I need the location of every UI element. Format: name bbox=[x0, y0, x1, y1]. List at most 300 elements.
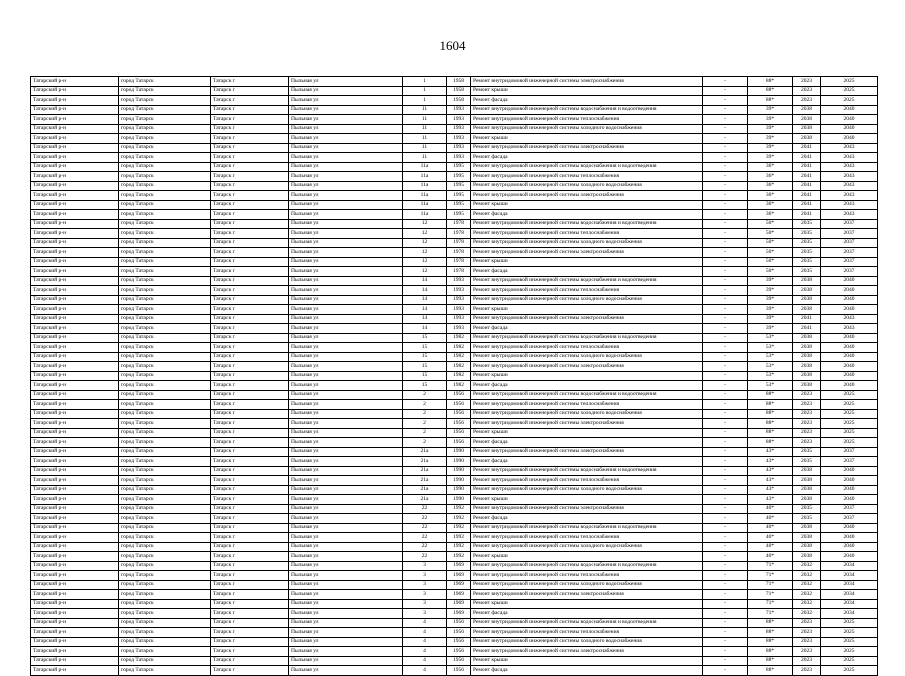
municipality-cell: город Татарск bbox=[119, 324, 211, 334]
district-cell: Татарский р-н bbox=[31, 286, 119, 296]
start-year-cell: 2032 bbox=[793, 590, 821, 600]
street-cell: Пыльная ул bbox=[289, 362, 403, 372]
settlement-cell: Татарск г bbox=[211, 219, 289, 229]
dash-cell: - bbox=[703, 533, 748, 543]
house-number-cell: 22 bbox=[403, 523, 447, 533]
end-year-cell: 2040 bbox=[821, 371, 878, 381]
wear-cell: 40* bbox=[748, 514, 793, 524]
district-cell: Татарский р-н bbox=[31, 400, 119, 410]
end-year-cell: 2043 bbox=[821, 191, 878, 201]
dash-cell: - bbox=[703, 181, 748, 191]
street-cell: Пыльная ул bbox=[289, 191, 403, 201]
table-row bbox=[31, 105, 878, 115]
dash-cell: - bbox=[703, 276, 748, 286]
settlement-cell: Татарск г bbox=[211, 200, 289, 210]
table-row bbox=[31, 115, 878, 125]
wear-cell: 40* bbox=[748, 504, 793, 514]
municipality-cell: город Татарск bbox=[119, 181, 211, 191]
municipality-cell: город Татарск bbox=[119, 476, 211, 486]
built-year-cell: 1982 bbox=[447, 333, 471, 343]
municipality-cell: город Татарск bbox=[119, 656, 211, 666]
district-cell: Татарский р-н bbox=[31, 352, 119, 362]
district-cell: Татарский р-н bbox=[31, 447, 119, 457]
house-number-cell: 22 bbox=[403, 504, 447, 514]
table-row bbox=[31, 219, 878, 229]
table-row bbox=[31, 637, 878, 647]
dash-cell: - bbox=[703, 105, 748, 115]
dash-cell: - bbox=[703, 324, 748, 334]
work-type-cell: Ремонт внутридомовой инженерной системы холодного водоснабжения bbox=[471, 238, 703, 248]
house-number-cell: 3 bbox=[403, 561, 447, 571]
settlement-cell: Татарск г bbox=[211, 419, 289, 429]
start-year-cell: 2035 bbox=[793, 219, 821, 229]
house-number-cell: 21а bbox=[403, 485, 447, 495]
dash-cell: - bbox=[703, 229, 748, 239]
dash-cell: - bbox=[703, 419, 748, 429]
street-cell: Пыльная ул bbox=[289, 238, 403, 248]
street-cell: Пыльная ул bbox=[289, 343, 403, 353]
built-year-cell: 1956 bbox=[447, 656, 471, 666]
wear-cell: 40* bbox=[748, 533, 793, 543]
wear-cell: 43* bbox=[748, 457, 793, 467]
start-year-cell: 2032 bbox=[793, 571, 821, 581]
page-number: 1604 bbox=[439, 38, 466, 53]
work-type-cell: Ремонт внутридомовой инженерной системы холодного водоснабжения bbox=[471, 637, 703, 647]
municipality-cell: город Татарск bbox=[119, 495, 211, 505]
wear-cell: 50* bbox=[748, 238, 793, 248]
built-year-cell: 1995 bbox=[447, 191, 471, 201]
wear-cell: 43* bbox=[748, 466, 793, 476]
built-year-cell: 1969 bbox=[447, 599, 471, 609]
table-row bbox=[31, 495, 878, 505]
table-row bbox=[31, 295, 878, 305]
dash-cell: - bbox=[703, 172, 748, 182]
district-cell: Татарский р-н bbox=[31, 580, 119, 590]
wear-cell: 71* bbox=[748, 599, 793, 609]
work-type-cell: Ремонт внутридомовой инженерной системы холодного водоснабжения bbox=[471, 542, 703, 552]
dash-cell: - bbox=[703, 485, 748, 495]
built-year-cell: 1956 bbox=[447, 409, 471, 419]
wear-cell: 39* bbox=[748, 134, 793, 144]
start-year-cell: 2023 bbox=[793, 400, 821, 410]
settlement-cell: Татарск г bbox=[211, 599, 289, 609]
built-year-cell: 1969 bbox=[447, 571, 471, 581]
end-year-cell: 2025 bbox=[821, 666, 878, 676]
settlement-cell: Татарск г bbox=[211, 371, 289, 381]
dash-cell: - bbox=[703, 428, 748, 438]
street-cell: Пыльная ул bbox=[289, 229, 403, 239]
work-type-cell: Ремонт внутридомовой инженерной системы холодного водоснабжения bbox=[471, 409, 703, 419]
settlement-cell: Татарск г bbox=[211, 561, 289, 571]
table-body bbox=[31, 77, 878, 676]
street-cell: Пыльная ул bbox=[289, 628, 403, 638]
wear-cell: 53* bbox=[748, 352, 793, 362]
street-cell: Пыльная ул bbox=[289, 162, 403, 172]
built-year-cell: 1993 bbox=[447, 324, 471, 334]
house-number-cell: 22 bbox=[403, 542, 447, 552]
house-number-cell: 2 bbox=[403, 428, 447, 438]
wear-cell: 36* bbox=[748, 200, 793, 210]
district-cell: Татарский р-н bbox=[31, 390, 119, 400]
settlement-cell: Татарск г bbox=[211, 324, 289, 334]
municipality-cell: город Татарск bbox=[119, 276, 211, 286]
municipality-cell: город Татарск bbox=[119, 238, 211, 248]
dash-cell: - bbox=[703, 637, 748, 647]
municipality-cell: город Татарск bbox=[119, 552, 211, 562]
start-year-cell: 2023 bbox=[793, 77, 821, 87]
house-number-cell: 11 bbox=[403, 143, 447, 153]
district-cell: Татарский р-н bbox=[31, 504, 119, 514]
table-row bbox=[31, 533, 878, 543]
street-cell: Пыльная ул bbox=[289, 105, 403, 115]
municipality-cell: город Татарск bbox=[119, 390, 211, 400]
start-year-cell: 2023 bbox=[793, 86, 821, 96]
built-year-cell: 1993 bbox=[447, 153, 471, 163]
end-year-cell: 2043 bbox=[821, 143, 878, 153]
district-cell: Татарский р-н bbox=[31, 333, 119, 343]
table-row bbox=[31, 362, 878, 372]
start-year-cell: 2041 bbox=[793, 210, 821, 220]
street-cell: Пыльная ул bbox=[289, 580, 403, 590]
start-year-cell: 2038 bbox=[793, 495, 821, 505]
built-year-cell: 1956 bbox=[447, 438, 471, 448]
settlement-cell: Татарск г bbox=[211, 647, 289, 657]
dash-cell: - bbox=[703, 466, 748, 476]
street-cell: Пыльная ул bbox=[289, 219, 403, 229]
district-cell: Татарский р-н bbox=[31, 590, 119, 600]
district-cell: Татарский р-н bbox=[31, 172, 119, 182]
built-year-cell: 1993 bbox=[447, 134, 471, 144]
municipality-cell: город Татарск bbox=[119, 200, 211, 210]
settlement-cell: Татарск г bbox=[211, 590, 289, 600]
work-type-cell: Ремонт крыши bbox=[471, 599, 703, 609]
table-row bbox=[31, 371, 878, 381]
built-year-cell: 1982 bbox=[447, 352, 471, 362]
settlement-cell: Татарск г bbox=[211, 362, 289, 372]
street-cell: Пыльная ул bbox=[289, 637, 403, 647]
wear-cell: 71* bbox=[748, 590, 793, 600]
work-type-cell: Ремонт внутридомовой инженерной системы электроснабжения bbox=[471, 447, 703, 457]
district-cell: Татарский р-н bbox=[31, 77, 119, 87]
municipality-cell: город Татарск bbox=[119, 267, 211, 277]
house-number-cell: 3 bbox=[403, 609, 447, 619]
district-cell: Татарский р-н bbox=[31, 647, 119, 657]
municipality-cell: город Татарск bbox=[119, 409, 211, 419]
district-cell: Татарский р-н bbox=[31, 419, 119, 429]
end-year-cell: 2043 bbox=[821, 200, 878, 210]
municipality-cell: город Татарск bbox=[119, 571, 211, 581]
house-number-cell: 22 bbox=[403, 552, 447, 562]
house-number-cell: 1 bbox=[403, 77, 447, 87]
street-cell: Пыльная ул bbox=[289, 419, 403, 429]
street-cell: Пыльная ул bbox=[289, 86, 403, 96]
table-row bbox=[31, 305, 878, 315]
settlement-cell: Татарск г bbox=[211, 352, 289, 362]
house-number-cell: 15 bbox=[403, 371, 447, 381]
house-number-cell: 4 bbox=[403, 647, 447, 657]
dash-cell: - bbox=[703, 191, 748, 201]
wear-cell: 39* bbox=[748, 276, 793, 286]
start-year-cell: 2023 bbox=[793, 618, 821, 628]
work-type-cell: Ремонт внутридомовой инженерной системы электроснабжения bbox=[471, 590, 703, 600]
work-type-cell: Ремонт фасада bbox=[471, 666, 703, 676]
settlement-cell: Татарск г bbox=[211, 580, 289, 590]
built-year-cell: 1992 bbox=[447, 542, 471, 552]
district-cell: Татарский р-н bbox=[31, 609, 119, 619]
start-year-cell: 2032 bbox=[793, 599, 821, 609]
table-row bbox=[31, 352, 878, 362]
wear-cell: 88* bbox=[748, 637, 793, 647]
table-row bbox=[31, 276, 878, 286]
house-number-cell: 4 bbox=[403, 618, 447, 628]
built-year-cell: 1969 bbox=[447, 590, 471, 600]
district-cell: Татарский р-н bbox=[31, 124, 119, 134]
dash-cell: - bbox=[703, 409, 748, 419]
built-year-cell: 1958 bbox=[447, 96, 471, 106]
end-year-cell: 2040 bbox=[821, 381, 878, 391]
municipality-cell: город Татарск bbox=[119, 172, 211, 182]
district-cell: Татарский р-н bbox=[31, 324, 119, 334]
built-year-cell: 1969 bbox=[447, 609, 471, 619]
table-row bbox=[31, 210, 878, 220]
settlement-cell: Татарск г bbox=[211, 514, 289, 524]
street-cell: Пыльная ул bbox=[289, 134, 403, 144]
end-year-cell: 2043 bbox=[821, 162, 878, 172]
house-number-cell: 11а bbox=[403, 181, 447, 191]
district-cell: Татарский р-н bbox=[31, 485, 119, 495]
dash-cell: - bbox=[703, 86, 748, 96]
municipality-cell: город Татарск bbox=[119, 580, 211, 590]
settlement-cell: Татарск г bbox=[211, 343, 289, 353]
work-type-cell: Ремонт внутридомовой инженерной системы электроснабжения bbox=[471, 143, 703, 153]
end-year-cell: 2040 bbox=[821, 495, 878, 505]
settlement-cell: Татарск г bbox=[211, 305, 289, 315]
dash-cell: - bbox=[703, 552, 748, 562]
start-year-cell: 2038 bbox=[793, 362, 821, 372]
built-year-cell: 1978 bbox=[447, 238, 471, 248]
house-number-cell: 14 bbox=[403, 295, 447, 305]
house-number-cell: 21а bbox=[403, 457, 447, 467]
street-cell: Пыльная ул bbox=[289, 618, 403, 628]
table-row bbox=[31, 590, 878, 600]
wear-cell: 43* bbox=[748, 495, 793, 505]
street-cell: Пыльная ул bbox=[289, 609, 403, 619]
wear-cell: 39* bbox=[748, 324, 793, 334]
settlement-cell: Татарск г bbox=[211, 210, 289, 220]
dash-cell: - bbox=[703, 647, 748, 657]
settlement-cell: Татарск г bbox=[211, 172, 289, 182]
district-cell: Татарский р-н bbox=[31, 343, 119, 353]
dash-cell: - bbox=[703, 561, 748, 571]
built-year-cell: 1993 bbox=[447, 105, 471, 115]
house-number-cell: 11 bbox=[403, 124, 447, 134]
house-number-cell: 2 bbox=[403, 400, 447, 410]
municipality-cell: город Татарск bbox=[119, 618, 211, 628]
municipality-cell: город Татарск bbox=[119, 134, 211, 144]
settlement-cell: Татарск г bbox=[211, 438, 289, 448]
house-number-cell: 14 bbox=[403, 305, 447, 315]
street-cell: Пыльная ул bbox=[289, 124, 403, 134]
end-year-cell: 2037 bbox=[821, 248, 878, 258]
start-year-cell: 2038 bbox=[793, 295, 821, 305]
wear-cell: 71* bbox=[748, 580, 793, 590]
settlement-cell: Татарск г bbox=[211, 381, 289, 391]
work-type-cell: Ремонт внутридомовой инженерной системы теплоснабжения bbox=[471, 115, 703, 125]
work-type-cell: Ремонт крыши bbox=[471, 86, 703, 96]
built-year-cell: 1958 bbox=[447, 77, 471, 87]
municipality-cell: город Татарск bbox=[119, 124, 211, 134]
district-cell: Татарский р-н bbox=[31, 599, 119, 609]
house-number-cell: 15 bbox=[403, 333, 447, 343]
work-type-cell: Ремонт внутридомовой инженерной системы холодного водоснабжения bbox=[471, 295, 703, 305]
settlement-cell: Татарск г bbox=[211, 86, 289, 96]
table-row bbox=[31, 381, 878, 391]
work-type-cell: Ремонт фасада bbox=[471, 438, 703, 448]
settlement-cell: Татарск г bbox=[211, 618, 289, 628]
start-year-cell: 2041 bbox=[793, 143, 821, 153]
built-year-cell: 1982 bbox=[447, 381, 471, 391]
municipality-cell: город Татарск bbox=[119, 352, 211, 362]
end-year-cell: 2025 bbox=[821, 656, 878, 666]
wear-cell: 36* bbox=[748, 172, 793, 182]
work-type-cell: Ремонт внутридомовой инженерной системы электроснабжения bbox=[471, 647, 703, 657]
table-row bbox=[31, 153, 878, 163]
start-year-cell: 2035 bbox=[793, 248, 821, 258]
municipality-cell: город Татарск bbox=[119, 428, 211, 438]
settlement-cell: Татарск г bbox=[211, 333, 289, 343]
settlement-cell: Татарск г bbox=[211, 533, 289, 543]
table-row bbox=[31, 333, 878, 343]
start-year-cell: 2023 bbox=[793, 428, 821, 438]
work-type-cell: Ремонт внутридомовой инженерной системы электроснабжения bbox=[471, 248, 703, 258]
wear-cell: 88* bbox=[748, 96, 793, 106]
dash-cell: - bbox=[703, 219, 748, 229]
municipality-cell: город Татарск bbox=[119, 381, 211, 391]
dash-cell: - bbox=[703, 257, 748, 267]
house-number-cell: 3 bbox=[403, 571, 447, 581]
table-row bbox=[31, 257, 878, 267]
table-row bbox=[31, 267, 878, 277]
house-number-cell: 11а bbox=[403, 210, 447, 220]
work-type-cell: Ремонт внутридомовой инженерной системы холодного водоснабжения bbox=[471, 352, 703, 362]
settlement-cell: Татарск г bbox=[211, 637, 289, 647]
settlement-cell: Татарск г bbox=[211, 609, 289, 619]
municipality-cell: город Татарск bbox=[119, 162, 211, 172]
built-year-cell: 1995 bbox=[447, 200, 471, 210]
end-year-cell: 2025 bbox=[821, 96, 878, 106]
dash-cell: - bbox=[703, 314, 748, 324]
end-year-cell: 2043 bbox=[821, 153, 878, 163]
start-year-cell: 2038 bbox=[793, 485, 821, 495]
dash-cell: - bbox=[703, 381, 748, 391]
street-cell: Пыльная ул bbox=[289, 390, 403, 400]
end-year-cell: 2037 bbox=[821, 457, 878, 467]
dash-cell: - bbox=[703, 580, 748, 590]
table-row bbox=[31, 200, 878, 210]
dash-cell: - bbox=[703, 134, 748, 144]
house-number-cell: 11 bbox=[403, 134, 447, 144]
house-number-cell: 2 bbox=[403, 409, 447, 419]
end-year-cell: 2037 bbox=[821, 504, 878, 514]
end-year-cell: 2025 bbox=[821, 77, 878, 87]
municipality-cell: город Татарск bbox=[119, 561, 211, 571]
wear-cell: 39* bbox=[748, 124, 793, 134]
table-row bbox=[31, 514, 878, 524]
wear-cell: 50* bbox=[748, 219, 793, 229]
street-cell: Пыльная ул bbox=[289, 599, 403, 609]
municipality-cell: город Татарск bbox=[119, 466, 211, 476]
street-cell: Пыльная ул bbox=[289, 561, 403, 571]
end-year-cell: 2025 bbox=[821, 637, 878, 647]
house-number-cell: 4 bbox=[403, 656, 447, 666]
wear-cell: 39* bbox=[748, 286, 793, 296]
district-cell: Татарский р-н bbox=[31, 162, 119, 172]
wear-cell: 39* bbox=[748, 105, 793, 115]
end-year-cell: 2034 bbox=[821, 580, 878, 590]
work-type-cell: Ремонт внутридомовой инженерной системы электроснабжения bbox=[471, 77, 703, 87]
street-cell: Пыльная ул bbox=[289, 143, 403, 153]
house-number-cell: 12 bbox=[403, 238, 447, 248]
wear-cell: 43* bbox=[748, 447, 793, 457]
start-year-cell: 2038 bbox=[793, 276, 821, 286]
house-number-cell: 22 bbox=[403, 514, 447, 524]
settlement-cell: Татарск г bbox=[211, 552, 289, 562]
district-cell: Татарский р-н bbox=[31, 381, 119, 391]
start-year-cell: 2041 bbox=[793, 162, 821, 172]
wear-cell: 53* bbox=[748, 371, 793, 381]
house-number-cell: 1 bbox=[403, 96, 447, 106]
municipality-cell: город Татарск bbox=[119, 305, 211, 315]
table-row bbox=[31, 647, 878, 657]
built-year-cell: 1978 bbox=[447, 267, 471, 277]
dash-cell: - bbox=[703, 286, 748, 296]
end-year-cell: 2034 bbox=[821, 571, 878, 581]
table-row bbox=[31, 618, 878, 628]
settlement-cell: Татарск г bbox=[211, 504, 289, 514]
municipality-cell: город Татарск bbox=[119, 86, 211, 96]
table-row bbox=[31, 181, 878, 191]
end-year-cell: 2040 bbox=[821, 362, 878, 372]
settlement-cell: Татарск г bbox=[211, 656, 289, 666]
municipality-cell: город Татарск bbox=[119, 400, 211, 410]
settlement-cell: Татарск г bbox=[211, 571, 289, 581]
settlement-cell: Татарск г bbox=[211, 485, 289, 495]
house-number-cell: 11а bbox=[403, 172, 447, 182]
settlement-cell: Татарск г bbox=[211, 523, 289, 533]
settlement-cell: Татарск г bbox=[211, 143, 289, 153]
built-year-cell: 1990 bbox=[447, 495, 471, 505]
end-year-cell: 2040 bbox=[821, 542, 878, 552]
start-year-cell: 2038 bbox=[793, 305, 821, 315]
table-row bbox=[31, 343, 878, 353]
district-cell: Татарский р-н bbox=[31, 210, 119, 220]
municipality-cell: город Татарск bbox=[119, 343, 211, 353]
start-year-cell: 2038 bbox=[793, 476, 821, 486]
street-cell: Пыльная ул bbox=[289, 352, 403, 362]
start-year-cell: 2023 bbox=[793, 666, 821, 676]
built-year-cell: 1990 bbox=[447, 447, 471, 457]
wear-cell: 88* bbox=[748, 86, 793, 96]
end-year-cell: 2040 bbox=[821, 276, 878, 286]
work-type-cell: Ремонт фасада bbox=[471, 514, 703, 524]
start-year-cell: 2038 bbox=[793, 523, 821, 533]
district-cell: Татарский р-н bbox=[31, 656, 119, 666]
municipality-cell: город Татарск bbox=[119, 210, 211, 220]
house-number-cell: 12 bbox=[403, 219, 447, 229]
district-cell: Татарский р-н bbox=[31, 533, 119, 543]
municipality-cell: город Татарск bbox=[119, 438, 211, 448]
house-number-cell: 11 bbox=[403, 105, 447, 115]
